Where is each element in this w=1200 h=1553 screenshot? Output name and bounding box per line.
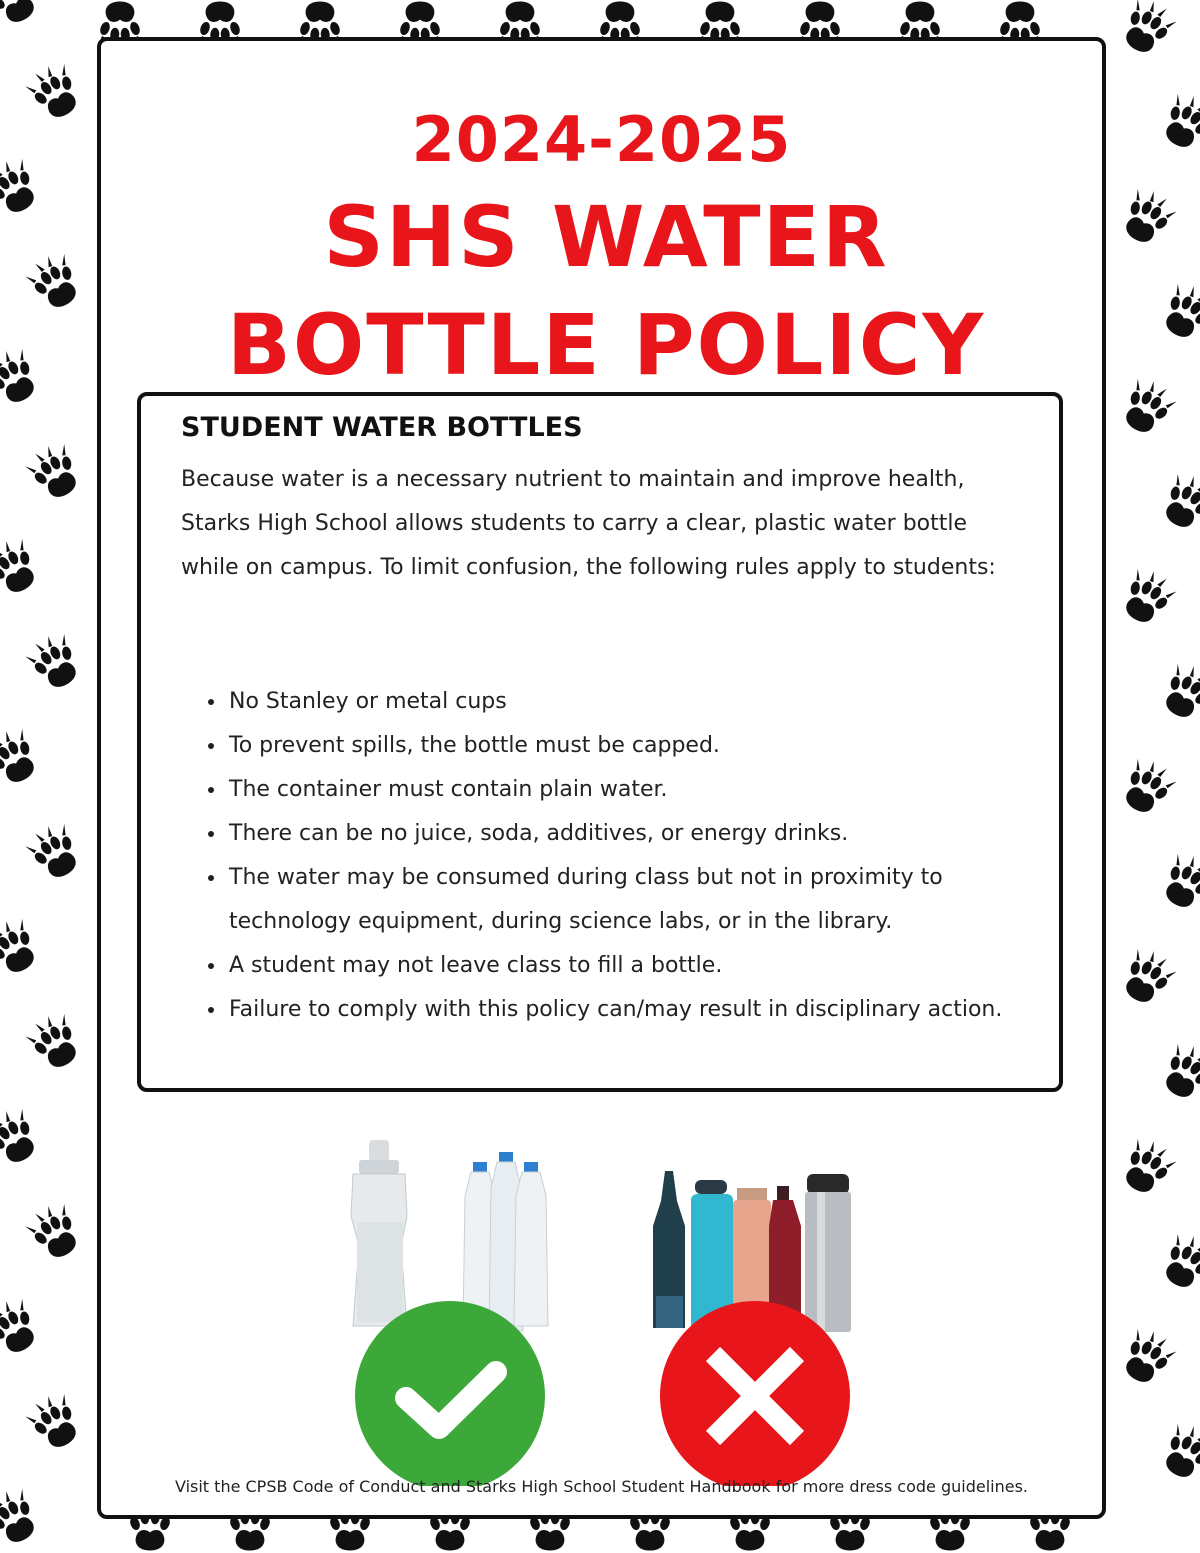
paw-print-icon: [1115, 0, 1179, 60]
paw-print-icon: [0, 0, 45, 30]
policy-card: [97, 37, 1106, 1519]
paw-print-icon: [1115, 184, 1179, 251]
checkmark-icon: [355, 1301, 545, 1486]
paw-print-icon: [1115, 1324, 1179, 1391]
paw-print-icon: [1115, 754, 1179, 821]
paw-print-icon: [1155, 89, 1200, 156]
paw-print-icon: [1155, 659, 1200, 726]
rule-item: • The container must contain plain water.: [227, 768, 1031, 812]
section-heading: STUDENT WATER BOTTLES: [181, 412, 583, 443]
paw-print-icon: [0, 1104, 45, 1171]
footer-note: Visit the CPSB Code of Conduct and Starks High School Student Handbook for more dress code guidelines.: [174, 1477, 1029, 1496]
x-mark-icon: [660, 1301, 850, 1486]
bottle-examples: [101, 1126, 1102, 1486]
rule-item: • No Stanley or metal cups: [227, 680, 1031, 724]
paw-print-icon: [0, 1484, 45, 1551]
rule-item: • A student may not leave class to fill a bottle.: [227, 944, 1031, 988]
paw-print-icon: [22, 59, 86, 126]
paw-print-icon: [22, 629, 86, 696]
paw-print-icon: [22, 1199, 86, 1266]
paw-print-icon: [22, 1389, 86, 1456]
paw-print-icon: [1155, 1229, 1200, 1296]
paw-print-icon: [1155, 469, 1200, 536]
intro-paragraph: Because water is a necessary nutrient to maintain and improve health, Starks High School allows students to carry a clear, plastic water bottle while on campus. To limit confusion, the following rules apply to students:: [181, 467, 996, 580]
rule-item: • The water may be consumed during class but not in proximity to technology equipment, during science labs, or in the library.: [227, 856, 1031, 944]
rule-item: • There can be no juice, soda, additives, or energy drinks.: [227, 812, 1031, 856]
paw-print-icon: [1115, 944, 1179, 1011]
page-title: SHS WATER BOTTLE POLICY: [226, 188, 986, 394]
paw-print-icon: [0, 724, 45, 791]
paw-print-icon: [22, 1009, 86, 1076]
paw-print-icon: [22, 439, 86, 506]
title-year: 2024-2025: [411, 103, 792, 176]
rule-item: • To prevent spills, the bottle must be capped.: [227, 724, 1031, 768]
paw-print-icon: [0, 1294, 45, 1361]
policy-box: [137, 392, 1063, 1092]
rule-item: • Failure to comply with this policy can/may result in disciplinary action.: [227, 988, 1031, 1032]
paw-print-icon: [1155, 1419, 1200, 1486]
paw-print-icon: [22, 819, 86, 886]
paw-print-icon: [0, 154, 45, 221]
paw-print-icon: [1155, 279, 1200, 346]
paw-print-icon: [1155, 849, 1200, 916]
rules-list: [181, 680, 1031, 1032]
paw-print-icon: [0, 914, 45, 981]
paw-print-icon: [1115, 374, 1179, 441]
paw-print-icon: [1155, 1039, 1200, 1106]
paw-print-icon: [0, 534, 45, 601]
paw-print-icon: [0, 344, 45, 411]
paw-print-icon: [1115, 564, 1179, 631]
paw-print-icon: [1115, 1134, 1179, 1201]
paw-print-icon: [22, 249, 86, 316]
